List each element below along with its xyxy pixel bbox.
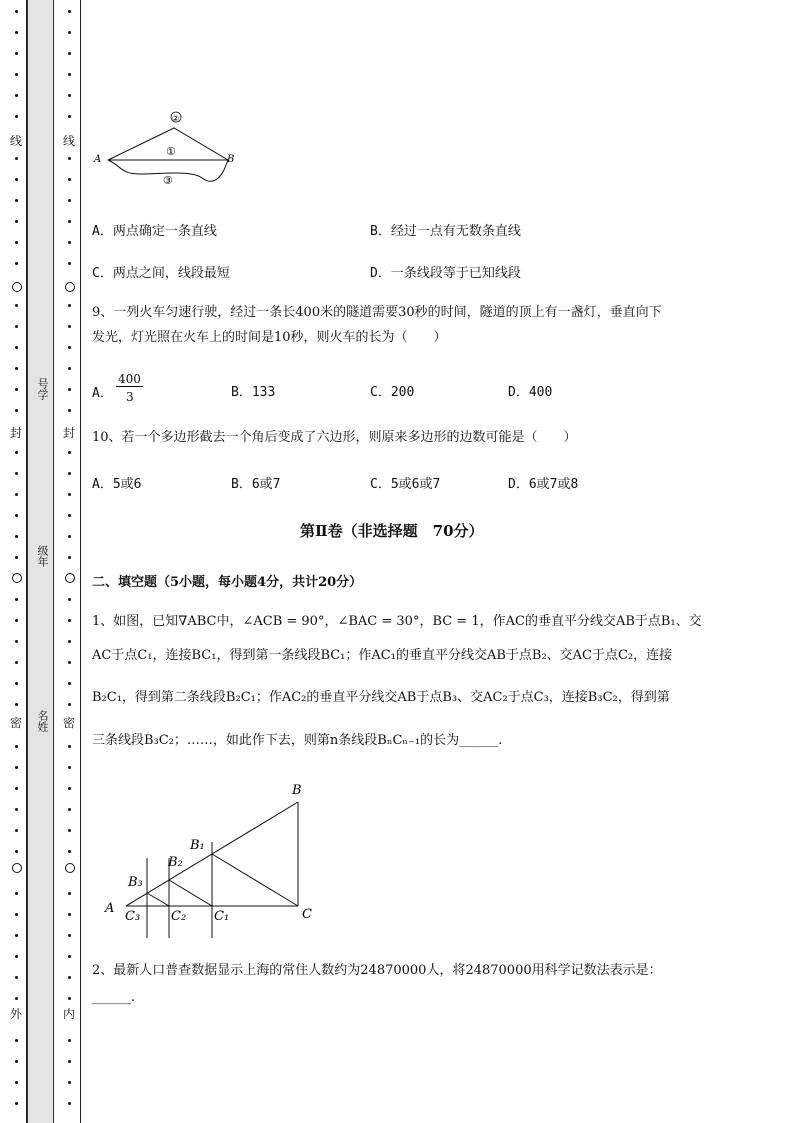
binding-dot (68, 850, 71, 853)
binding-dot (68, 493, 71, 496)
binding-dot (15, 178, 18, 181)
binding-dot (15, 997, 18, 1000)
inner-line-char: 线 (62, 134, 75, 148)
q8-option-c: C．两点之间，线段最短 (92, 266, 230, 281)
binding-dot (68, 472, 71, 475)
fq1-line4: 三条线段B₃C₂；……，如此作下去，则第n条线段BₙCₙ₋₁的长为______. (92, 733, 503, 748)
binding-dot (68, 745, 71, 748)
binding-dot (68, 10, 71, 13)
binding-dot (68, 787, 71, 790)
outer-outside-char: 外 (9, 1007, 22, 1021)
binding-dot (68, 157, 71, 160)
binding-dot (15, 703, 18, 706)
q10-stem: 10、若一个多边形截去一个角后变成了六边形，则原来多边形的边数可能是（ ） (92, 430, 577, 445)
binding-dot (15, 493, 18, 496)
binding-dot (15, 535, 18, 538)
q9-option-a-numerator: 400 (118, 372, 141, 386)
binding-dot (15, 598, 18, 601)
q9-stem-line1: 9、一列火车匀速行驶，经过一条长400米的隧道需要30秒的时间，隧道的顶上有一盏灯，垂直向下 (92, 305, 662, 320)
fq1-label-b: B (292, 783, 302, 798)
fq1-label-c3: C₃ (125, 909, 141, 924)
outer-secret-char: 密 (9, 716, 22, 730)
binding-dot (15, 115, 18, 118)
binding-dot (15, 346, 18, 349)
binding-dot (15, 1060, 18, 1063)
fq1-label-b1: B₁ (190, 838, 205, 853)
fq1-label-c2: C₂ (171, 909, 187, 924)
binding-dot (68, 52, 71, 55)
binding-dot (15, 472, 18, 475)
binding-dot (68, 325, 71, 328)
fq1-label-b2: B₂ (168, 855, 183, 870)
fq1-line2: AC于点C₁，连接BC₁，得到第一条线段BC₁；作AC₁的垂直平分线交AB于点B₂、交AC于点C₂，连接 (92, 648, 673, 663)
binding-dot (68, 892, 71, 895)
q10-option-b: B．6或7 (231, 477, 281, 492)
binding-dot (15, 241, 18, 244)
fq1-line3: B₂C₁，得到第二条线段B₂C₁；作AC₂的垂直平分线交AB于点B₃、交AC₂于点C₃，连接B₃C₂，得到第 (92, 690, 670, 705)
q8-option-a: A．两点确定一条直线 (92, 224, 217, 239)
binding-dot (15, 31, 18, 34)
binding-dot (68, 682, 71, 685)
binding-dot (68, 955, 71, 958)
inner-inside-char: 内 (62, 1007, 75, 1021)
q8-label-a: A (94, 154, 102, 165)
q9-option-a-denominator: 3 (126, 390, 134, 404)
q9-option-c: C．200 (370, 385, 415, 400)
section-ii-title: 第Ⅱ卷（非选择题 70分） (300, 522, 484, 540)
student-number-label: 号学 (36, 378, 49, 400)
q8-option-d: D．一条线段等于已知线段 (370, 266, 521, 281)
q9-option-b: B．133 (231, 385, 276, 400)
binding-dot (15, 73, 18, 76)
binding-dot (68, 304, 71, 307)
fq1-label-b3: B₃ (128, 875, 143, 890)
binding-dot (15, 10, 18, 13)
binding-dot (68, 640, 71, 643)
binding-dot (15, 1102, 18, 1105)
binding-dot (68, 829, 71, 832)
binding-dot (68, 409, 71, 412)
binding-dot (15, 934, 18, 937)
binding-dot (68, 1081, 71, 1084)
q9-option-d: D．400 (508, 385, 553, 400)
q8-label-b: B (227, 154, 235, 165)
binding-dot (68, 934, 71, 937)
binding-dot (68, 115, 71, 118)
binding-dot (15, 829, 18, 832)
binding-dot (68, 514, 71, 517)
binding-dot (15, 787, 18, 790)
inner-seal-char: 封 (62, 426, 75, 440)
binding-ring-icon (12, 282, 22, 292)
fq2-line1: 2、最新人口普查数据显示上海的常住人数约为24870000人，将24870000用科学记数法表示是： (92, 963, 662, 978)
binding-dot (15, 976, 18, 979)
binding-dot (15, 325, 18, 328)
fq1-triangle-figure (100, 778, 330, 943)
q8-option-b: B．经过一点有无数条直线 (370, 224, 521, 239)
binding-dot (68, 31, 71, 34)
binding-dot (68, 94, 71, 97)
binding-dot (15, 1081, 18, 1084)
binding-dot (68, 73, 71, 76)
binding-dot (15, 682, 18, 685)
binding-dot (15, 199, 18, 202)
binding-dot (68, 367, 71, 370)
binding-dot (15, 262, 18, 265)
binding-dot (15, 367, 18, 370)
binding-dot (15, 409, 18, 412)
binding-dot (68, 199, 71, 202)
binding-dot (68, 1102, 71, 1105)
binding-dot (68, 976, 71, 979)
binding-dot (68, 1060, 71, 1063)
binding-dot (15, 52, 18, 55)
binding-dot (15, 808, 18, 811)
binding-dot (15, 94, 18, 97)
fq1-label-c1: C₁ (214, 909, 230, 924)
binding-dot (68, 913, 71, 916)
binding-dot (68, 556, 71, 559)
binding-ring-icon (12, 863, 22, 873)
binding-ring-icon (65, 573, 75, 583)
binding-dot (68, 1039, 71, 1042)
binding-dot (15, 850, 18, 853)
binding-dot (15, 556, 18, 559)
q10-option-d: D．6或7或8 (508, 477, 579, 492)
binding-dot (68, 262, 71, 265)
binding-dot (68, 661, 71, 664)
binding-dot (15, 766, 18, 769)
q8-figure (92, 108, 242, 188)
fq2-line2: ______. (92, 990, 136, 1005)
binding-dot (68, 703, 71, 706)
binding-ring-icon (12, 573, 22, 583)
binding-dot (15, 514, 18, 517)
binding-dot (15, 1039, 18, 1042)
grade-label: 级年 (36, 545, 49, 567)
name-label: 名姓 (36, 710, 49, 732)
fq1-line1: 1、如图，已知∇ABC中，∠ACB = 90°，∠BAC = 30°，BC = 1，作AC的垂直平分线交AB于点B₁、交 (92, 614, 702, 629)
binding-dot (15, 913, 18, 916)
q9-option-a-prefix: A． (92, 386, 113, 401)
binding-dot (68, 997, 71, 1000)
binding-dot (68, 766, 71, 769)
q9-stem-line2: 发光，灯光照在火车上的时间是10秒，则火车的长为（ ） (92, 330, 447, 345)
binding-dot (68, 388, 71, 391)
binding-dot (15, 304, 18, 307)
binding-dot (68, 535, 71, 538)
binding-dot (68, 598, 71, 601)
outer-seal-char: 封 (9, 426, 22, 440)
binding-dot (15, 892, 18, 895)
q8-label-circled-1: ① (166, 145, 176, 158)
fill-blank-heading: 二、填空题（5小题，每小题4分，共计20分） (92, 575, 363, 590)
fq1-label-a: A (105, 901, 115, 916)
q10-option-c: C．5或6或7 (370, 477, 441, 492)
binding-dot (68, 241, 71, 244)
q10-option-a: A．5或6 (92, 477, 142, 492)
binding-dot (68, 220, 71, 223)
binding-dot (15, 220, 18, 223)
binding-dot (68, 808, 71, 811)
binding-dot (15, 745, 18, 748)
binding-dot (15, 388, 18, 391)
binding-dot (15, 640, 18, 643)
binding-dot (68, 619, 71, 622)
binding-dot (15, 955, 18, 958)
outer-line-char: 线 (9, 134, 22, 148)
binding-dot (68, 178, 71, 181)
binding-ring-icon (65, 282, 75, 292)
q8-label-circled-3: ③ (163, 174, 173, 187)
binding-dot (68, 451, 71, 454)
binding-dot (15, 661, 18, 664)
binding-dot (15, 157, 18, 160)
binding-dot (68, 346, 71, 349)
q8-label-circled-2: ② (172, 114, 180, 123)
binding-ring-icon (65, 863, 75, 873)
inner-secret-char: 密 (62, 716, 75, 730)
binding-dot (15, 451, 18, 454)
binding-dot (15, 619, 18, 622)
fq1-label-c: C (302, 907, 312, 922)
